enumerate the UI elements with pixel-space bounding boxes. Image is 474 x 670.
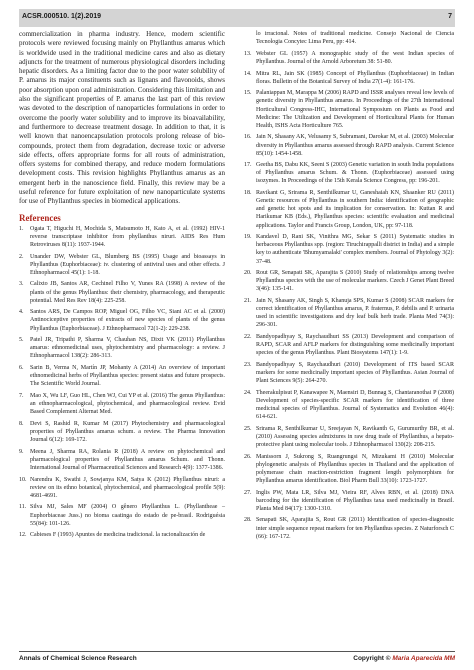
reference-text: Ravikant G, Srirama R, Senthilkumar U, Ganeshaiah KN, Shaanker RU (2011) Genetic resources of Phyllanthus in southern India: identification of geographic and genetic hot spots and its implication for conservation. In: Kuttan R and Harikumar KB (Eds.), Phyllanthus species: scientific evaluation and medicinal applications. Taylor and Francis Group, London, UK, pp: 97-118. xyxy=(256,190,454,229)
reference-text: Palaniappan M, Marappa M (2006) RAPD and ISSR analyses reveal low levels of genetic diversity in Phyllanthus amarus. In Proceedings of the 27th International Horticultural Congress-IHC, International Symposium on Plants as Food and Medicine: The Utilization and Development of Horticultural Plants for Human Health, ISHS Acta Horticulture 765. xyxy=(256,90,454,129)
reference-item xyxy=(244,50,454,66)
reference-text: Narendra K, Swathi J, Sowjanya KM, Satya K (2012) Phyllanthus niruri: a review on its ethno botanical, phytochemical, and pharmacological profile 5(9): 4681-4691. xyxy=(30,476,225,499)
reference-text: Santos ARS, De Campos ROP, Miguel OG, Filho VC, Siani AC et al. (2000) Antinociceptive properties of extracts of new species of plants of the genus Phyllanthus (Euphorbiaceae). J Ethnopharmacol 72(1-2): 229-238. xyxy=(30,309,225,332)
page-header xyxy=(19,9,455,27)
conclusion-paragraph: commercialization in pharma industry. Hence, modern scientific protocols were reviewed focusing mainly on Phyllanthus amarus which is worldwide used in the traditional medicine cares and also as dietary adjuncts for the treatment of numerous physiological disorders including hepatic disorders. As a limiting factor due to the poor water solubility of P. amarus its major constituents such as lignans and flavonoids, shows poor absorption upon oral administration. Considering this limitation and also the significant properties of P. amarus the last part of this review was devoted to the description of nanoparticles formulations in order to overcome the poorly water solubility and to improve its bioavailability, and furthermore to decrease treatment dosage. In addition to that, it is well known that nanoencapsulation protocols prolong release of bio-compounds, protect them from degradation, decrease toxic or adverse side effects, offers appropriate forms for all routs of administration, offers systems for combined therapy, and reduce modern formulations development costs. This revision highlights Phyllanthus amarus as an emergent herb in the nanoscience field. Finally, this review may be a useful reference for future exploitation of new nanoparticulate systems for use of Phyllanthus species in biomedical applications. xyxy=(19,30,225,206)
reference-number: 2. xyxy=(19,253,24,260)
reference-item xyxy=(244,189,454,229)
reference-item xyxy=(244,425,454,449)
reference-text: Cabieses F (1993) Apuntes de medicina tradicional. la racionalización de xyxy=(30,532,206,539)
reference-number: 25. xyxy=(244,425,252,432)
reference-text: Bandyopadhyay S, Raychaudhuri (2010) Development of ITS based SCAR markers for some medicinally important species of Phyllanthus. Asian Journal of Plant Sciences 9(5): 264-270. xyxy=(256,361,454,385)
reference-item xyxy=(19,448,225,472)
reference-item xyxy=(244,133,454,157)
reference-item xyxy=(19,392,225,416)
reference-number: 1. xyxy=(19,225,24,232)
reference-number: 22. xyxy=(244,334,252,341)
reference-item xyxy=(244,333,454,357)
reference-number: 27. xyxy=(244,489,252,496)
reference-number: 17. xyxy=(244,162,252,169)
reference-number: 4. xyxy=(19,309,24,316)
reference-list-right xyxy=(244,50,454,541)
reference-number: 14. xyxy=(244,70,252,77)
reference-text: Geetha BS, Dabu KK, Seeni S (2003) Genetic variation in south India populations of Phyllanthus amarus Schum. & Thonn. (Euphorbiaceae) assessed using isozymes. In Proceedings of the 15th Kerala Science Congress, pp: 196-201. xyxy=(256,162,454,185)
reference-item xyxy=(244,361,454,385)
reference-text: Kandavel D, Rani SK, Vinithra MG, Sekar S (2011) Systematic studies in herbaceous Phyllanthus spp. (region: Tiruchirappalli district in India) and a simple key to authenticate 'Bhumyamalaki' complex members. Journal of Phytology 3(2): 37-48. xyxy=(256,234,454,265)
left-column xyxy=(19,30,225,543)
reference-text: Theerakulpisut P, Kanawapee N, Maensiri D, Bunnag S, Chantaranothai P (2008) Development of species-specific SCAR markers for identification of three medicinal species of Phyllanthus. Journal of Systematics and Evolution 46(4): 614-621. xyxy=(256,389,454,421)
reference-number: 28. xyxy=(244,517,252,524)
reference-text: Calixto JB, Santos AR, Cechinel Filho V, Yunes RA (1998) A review of the plants of the genus Phyllanthus: their chemistry, pharmacology, and therapeutic potential. Med Res Rev 18(4): 225-258. xyxy=(30,281,225,304)
reference-number: 7. xyxy=(19,392,24,399)
reference-number: 20. xyxy=(244,270,252,277)
reference-item xyxy=(19,253,225,277)
reference-text: Mao X, Wu LF, Guo HL, Chen WJ, Cui YP et al. (2016) The genus Phyllanthus: an ethnopharmacological, phytochemical, and pharmacological review. Evid Based Complement Alternat Med. xyxy=(30,392,225,416)
footer-divider xyxy=(19,651,455,652)
reference-item xyxy=(244,269,454,293)
reference-text: Devi S, Rashid R, Kumar M (2017) Phytochemistry and pharmacological properties of Phyllanthus amarus schum. a review. The Pharma Innovation Journal 6(12): 169-172. xyxy=(30,420,225,444)
reference-item xyxy=(244,161,454,185)
reference-text: Webster GL (1957) A monographic study of the west Indian species of Phyllanthus. Journal of the Arnold Arboretum 38: 51-80. xyxy=(256,50,454,65)
reference-text: Manissorn J, Sukrong S, Ruangrungsi N, Mizukami H (2010) Molecular phylogenetic analysis of Phyllanthus species in Thailand and the application of polymerase chain reaction-restriction fragment length polymorphism for Phyllanthus amarus identification. Biol Pharm Bull 33(10): 1723-1727. xyxy=(256,453,454,484)
reference-number: 15. xyxy=(244,90,252,97)
reference-item xyxy=(244,297,454,329)
page-number: 7 xyxy=(448,13,452,20)
reference-text: Rout GR, Senapati SK, Aparajita S (2010) Study of relationships among twelve Phyllanthus species with the use of molecular markers. Czech J Genet Plant Breed 3(46): 135-141. xyxy=(256,270,454,293)
reference-text: Meena J, Sharma RA, Rolania R (2018) A review on phytochemical and pharmacological properties of Phyllanthus amarus Schum. and Thonn. International Journal of Pharmaceutical Sciences and Research 4(9): 1377-1386. xyxy=(30,448,225,471)
reference-text: Mitra RL, Jain SK (1985) Concept of Phyllanthus (Euphorbiaceae) in Indian floras. Bulletin of the Botanical Survey of India 27(1-4): 161-176. xyxy=(256,70,454,85)
reference-number: 19. xyxy=(244,234,252,241)
reference-item xyxy=(244,89,454,129)
reference-number: 11. xyxy=(19,504,27,511)
reference-number: 24. xyxy=(244,389,252,396)
reference-item xyxy=(19,503,225,527)
reference-number: 12. xyxy=(19,532,27,539)
reference-number: 9. xyxy=(19,448,24,455)
copyright-author: Maria Aparecida MM xyxy=(392,655,455,662)
reference-number: 5. xyxy=(19,337,24,344)
reference-continuation: lo irracional. Notes of traditional medicine. Consejo Nacional de Ciencia Tecnologia Concytec Lima Peru, pp: 414. xyxy=(256,31,454,46)
copyright-prefix: Copyright © xyxy=(353,655,391,662)
references-heading: References xyxy=(19,212,61,223)
reference-text: Jain N, Shasany AK, Singh S, Khanuja SPS, Kumar S (2008) SCAR markers for correct identification of Phyllanthus amarus, P. fraternus, P. debilis and P. urinaria used in scientific investigations and dry leaf bulk herb trade. Planta Med 74(3): 296-301. xyxy=(256,298,454,329)
reference-item xyxy=(19,225,225,249)
reference-item xyxy=(19,308,225,332)
right-column xyxy=(244,30,454,544)
reference-text: Ogata T, Higuchi H, Mochida S, Matsumoto H, Kato A, et al. (1992) HIV-1 reverse transcriptase inhibitor from phyllanthus niruri. AIDS Res Hum Retroviruses 8(11): 1937-1944. xyxy=(30,225,225,248)
reference-item xyxy=(19,531,225,539)
reference-item xyxy=(244,233,454,265)
reference-number: 18. xyxy=(244,190,252,197)
journal-name: Annals of Chemical Science Research xyxy=(19,655,137,662)
reference-number: 26. xyxy=(244,453,252,460)
reference-text: Jain N, Shasany AK, Velusamy S, Subramani, Darokar M, et al. (2003) Molecular diversity in Phyllanthus amarus assessed through RAPD analysis. Current Science 85(10): 1454-1458. xyxy=(256,134,454,157)
reference-list-left xyxy=(19,225,225,540)
reference-number: 8. xyxy=(19,420,24,427)
reference-number: 16. xyxy=(244,134,252,141)
reference-text: Srirama R, Senthilkumar U, Sreejayan N, Ravikanth G, Gurumurthy BR, et al. (2010) Assessing species admixtures in raw drug trade of Phyllanthus, a hepato-protective plant using molecular tools. J Ethnopharmacol 130(2): 208-215. xyxy=(256,425,454,448)
reference-text: Patel JR, Tripathi P, Sharma V, Chauhan NS, Dixit VK (2011) Phyllanthus amarus: ethnomedicinal uses, phytochemistry and pharmacology: a review. J Ethnopharmacol 138(2): 286-313. xyxy=(30,337,225,360)
reference-item xyxy=(19,364,225,388)
reference-item xyxy=(244,516,454,540)
reference-text: Senapati SK, Aparajita S, Rout GR (2011) Identification of species-diagnostic inter simple sequence repeat markers for ten Phyllanthus species. Z Naturforsch C (66): 167-172. xyxy=(256,517,454,540)
reference-text: Unander DW, Webster GL, Blumberg BS (1995) Usage and bioassays in Phyllanthus (Euphorbiaceae): iv. clustering of antiviral uses and other effects. J Ethnopharmacol 45(1): 1-18. xyxy=(30,253,225,276)
reference-item xyxy=(244,70,454,86)
reference-number: 3. xyxy=(19,281,24,288)
reference-text: Sarin B, Verma N, Martín JP, Mohanty A (2014) An overview of important ethnomedicinal herbs of Phyllanthus species: present status and future prospects. The Scientific World Journal. xyxy=(30,365,225,388)
reference-number: 21. xyxy=(244,298,252,305)
reference-item xyxy=(244,389,454,421)
reference-text: Silva MJ, Sales MF (2004) O gênero Phyllanthus L. (Phyllantheae – Euphorbiaceae Juss.) no bioma caatinga do estado de pe-brasil. Rodriguésia 55(84): 101-126. xyxy=(30,504,225,527)
reference-item xyxy=(19,420,225,444)
reference-number: 6. xyxy=(19,365,24,372)
reference-item xyxy=(19,336,225,360)
reference-number: 10. xyxy=(19,476,27,483)
copyright-notice xyxy=(353,655,455,662)
reference-number: 23. xyxy=(244,361,252,368)
reference-item xyxy=(19,476,225,500)
article-id: ACSR.000510. 1(2).2019 xyxy=(22,13,101,20)
reference-item xyxy=(244,453,454,485)
reference-text: Inglis PW, Mata LR, Silva MJ, Vieira RF, Alves RBN, et al. (2018) DNA barcoding for the identification of Phyllanthus taxa used medicinally in Brazil. Planta Med 84(17): 1300-1310. xyxy=(256,489,454,512)
reference-number: 13. xyxy=(244,50,252,57)
reference-text: Bandyopadhyay S, Raychaudhuri SS (2013) Development and comparison of RAPD, SCAR and AFLP markers for distinguishing some medicinally important species of the genus Phyllanthus. Plant Biosystems 147(1): 1-9. xyxy=(256,334,454,357)
reference-item xyxy=(19,280,225,304)
reference-item xyxy=(244,489,454,513)
